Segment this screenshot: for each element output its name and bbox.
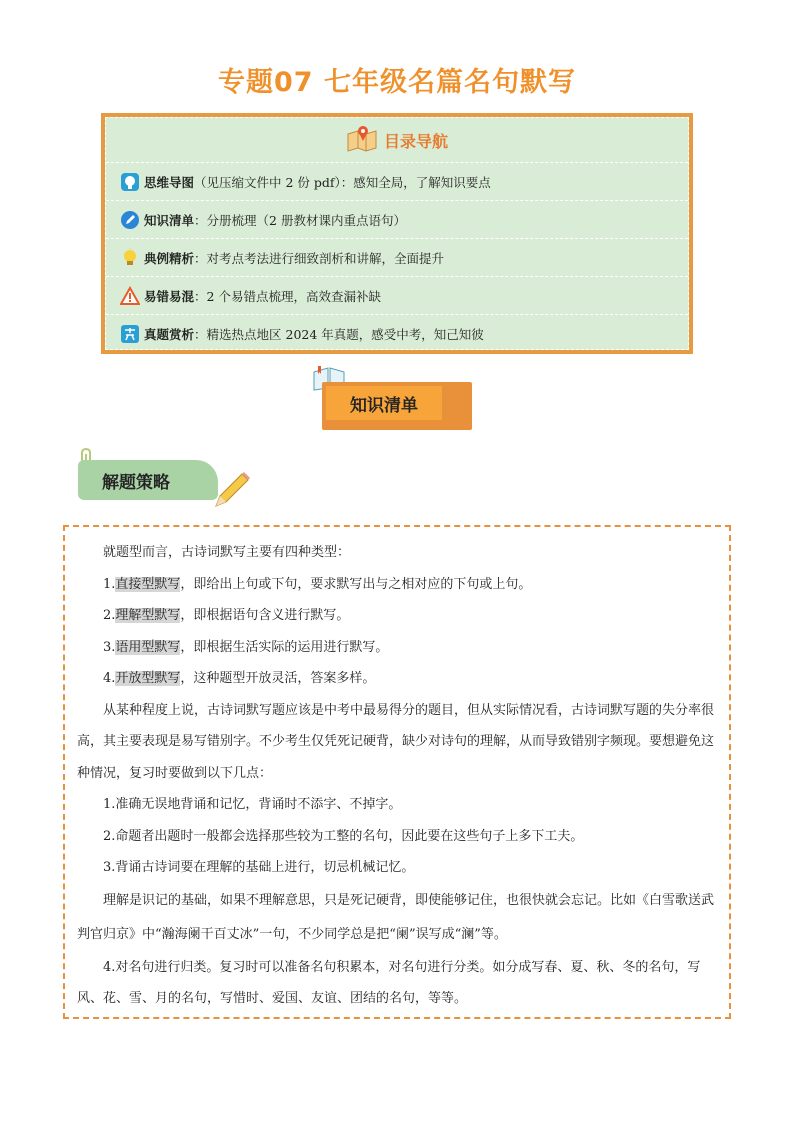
navigation-header	[106, 118, 688, 163]
intro-text: 就题型而言，古诗词默写主要有四种类型：	[103, 545, 351, 560]
nav-term: 真题赏析	[144, 326, 195, 342]
navigation-box	[101, 113, 693, 354]
type-item	[77, 663, 717, 695]
strategy-tag	[72, 448, 252, 518]
type-desc: ，即根据语句含义进行默写。	[180, 608, 350, 623]
nav-desc: ：精选热点地区 2024 年真题，感受中考，知己知彼	[194, 326, 484, 342]
point-item: 3.背诵古诗词要在理解的基础上进行，切忌机械记忆。	[103, 860, 415, 875]
point-item: 1.准确无误地背诵和记忆，背诵时不添字、不掉字。	[103, 797, 402, 812]
nav-term: 知识清单	[144, 212, 195, 228]
nav-item-mistakes	[106, 277, 688, 315]
nav-term: 易错易混	[144, 288, 195, 304]
type-number: 2.	[103, 608, 116, 623]
type-number: 3.	[103, 639, 116, 655]
type-term: 语用型默写	[115, 639, 181, 655]
lightbulb-icon	[120, 248, 140, 268]
pencil-icon	[212, 470, 252, 514]
nav-desc: （见压缩文件中 2 份 pdf）：感知全局，了解知识要点	[194, 174, 491, 190]
nav-term: 思维导图	[144, 174, 195, 190]
type-term: 直接型默写	[115, 576, 181, 592]
nav-item-examples	[106, 239, 688, 277]
type-number: 1.	[103, 576, 116, 592]
type-item	[77, 632, 717, 664]
nav-desc: ：2 个易错点梳理，高效查漏补缺	[194, 288, 381, 304]
type-desc: ，即根据生活实际的运用进行默写。	[180, 639, 389, 655]
page-title: 专题07 七年级名篇名句默写	[218, 67, 576, 98]
strategy-content	[63, 525, 731, 1019]
nav-item-mindmap	[106, 163, 688, 201]
exam-icon	[120, 324, 140, 344]
type-desc: ，即给出上句或下句，要求默写出与之相对应的下句或上句。	[180, 576, 532, 592]
point-item: 4.对名句进行归类。复习时可以准备名句积累本，对名句进行分类。如分成写春、夏、秋、冬的名句，写风、花、雪、月的名句，写惜时、爱国、友谊、团结的名句，等等。	[77, 959, 701, 1006]
map-book-icon	[346, 124, 378, 156]
section-tag	[312, 366, 482, 436]
type-item	[77, 569, 717, 601]
pencil-badge-icon	[120, 210, 140, 230]
type-term: 开放型默写	[115, 671, 181, 686]
type-term: 理解型默写	[115, 608, 181, 623]
point-item: 2.命题者出题时一般都会选择那些较为工整的名句，因此要在这些句子上多下工夫。	[103, 828, 584, 844]
brain-icon	[120, 172, 140, 192]
strategy-tag-label: 解题策略	[78, 460, 218, 500]
nav-term: 典例精析	[144, 250, 195, 266]
nav-desc: ：对考点考法进行细致剖析和讲解，全面提升	[194, 250, 445, 266]
nav-item-knowledge	[106, 201, 688, 239]
nav-desc: ：分册梳理（2 册教材课内重点语句）	[194, 212, 406, 228]
nav-item-exam	[106, 315, 688, 352]
type-item	[77, 600, 717, 632]
navigation-header-label: 目录导航	[383, 131, 448, 151]
section-tag-label: 知识清单	[326, 386, 442, 420]
type-desc: ，这种题型开放灵活，答案多样。	[180, 671, 376, 686]
warning-icon	[120, 286, 140, 306]
paragraph: 从某种程度上说，古诗词默写题应该是中考中最易得分的题目，但从实际情况看，古诗词默写题的失分率很高，其主要表现是易写错别字。不少考生仅凭死记硬背，缺少对诗句的理解，从而导致错别字频现。要想避免这种情况，复习时要做到以下几点：	[77, 702, 715, 781]
type-number: 4.	[103, 671, 116, 686]
paragraph: 理解是识记的基础，如果不理解意思，只是死记硬背，即使能够记住，也很快就会忘记。比如《白雪歌送武判官归京》中“瀚海阑干百丈冰”一句，不少同学总是把“阑”误写成“澜”等。	[77, 892, 715, 942]
